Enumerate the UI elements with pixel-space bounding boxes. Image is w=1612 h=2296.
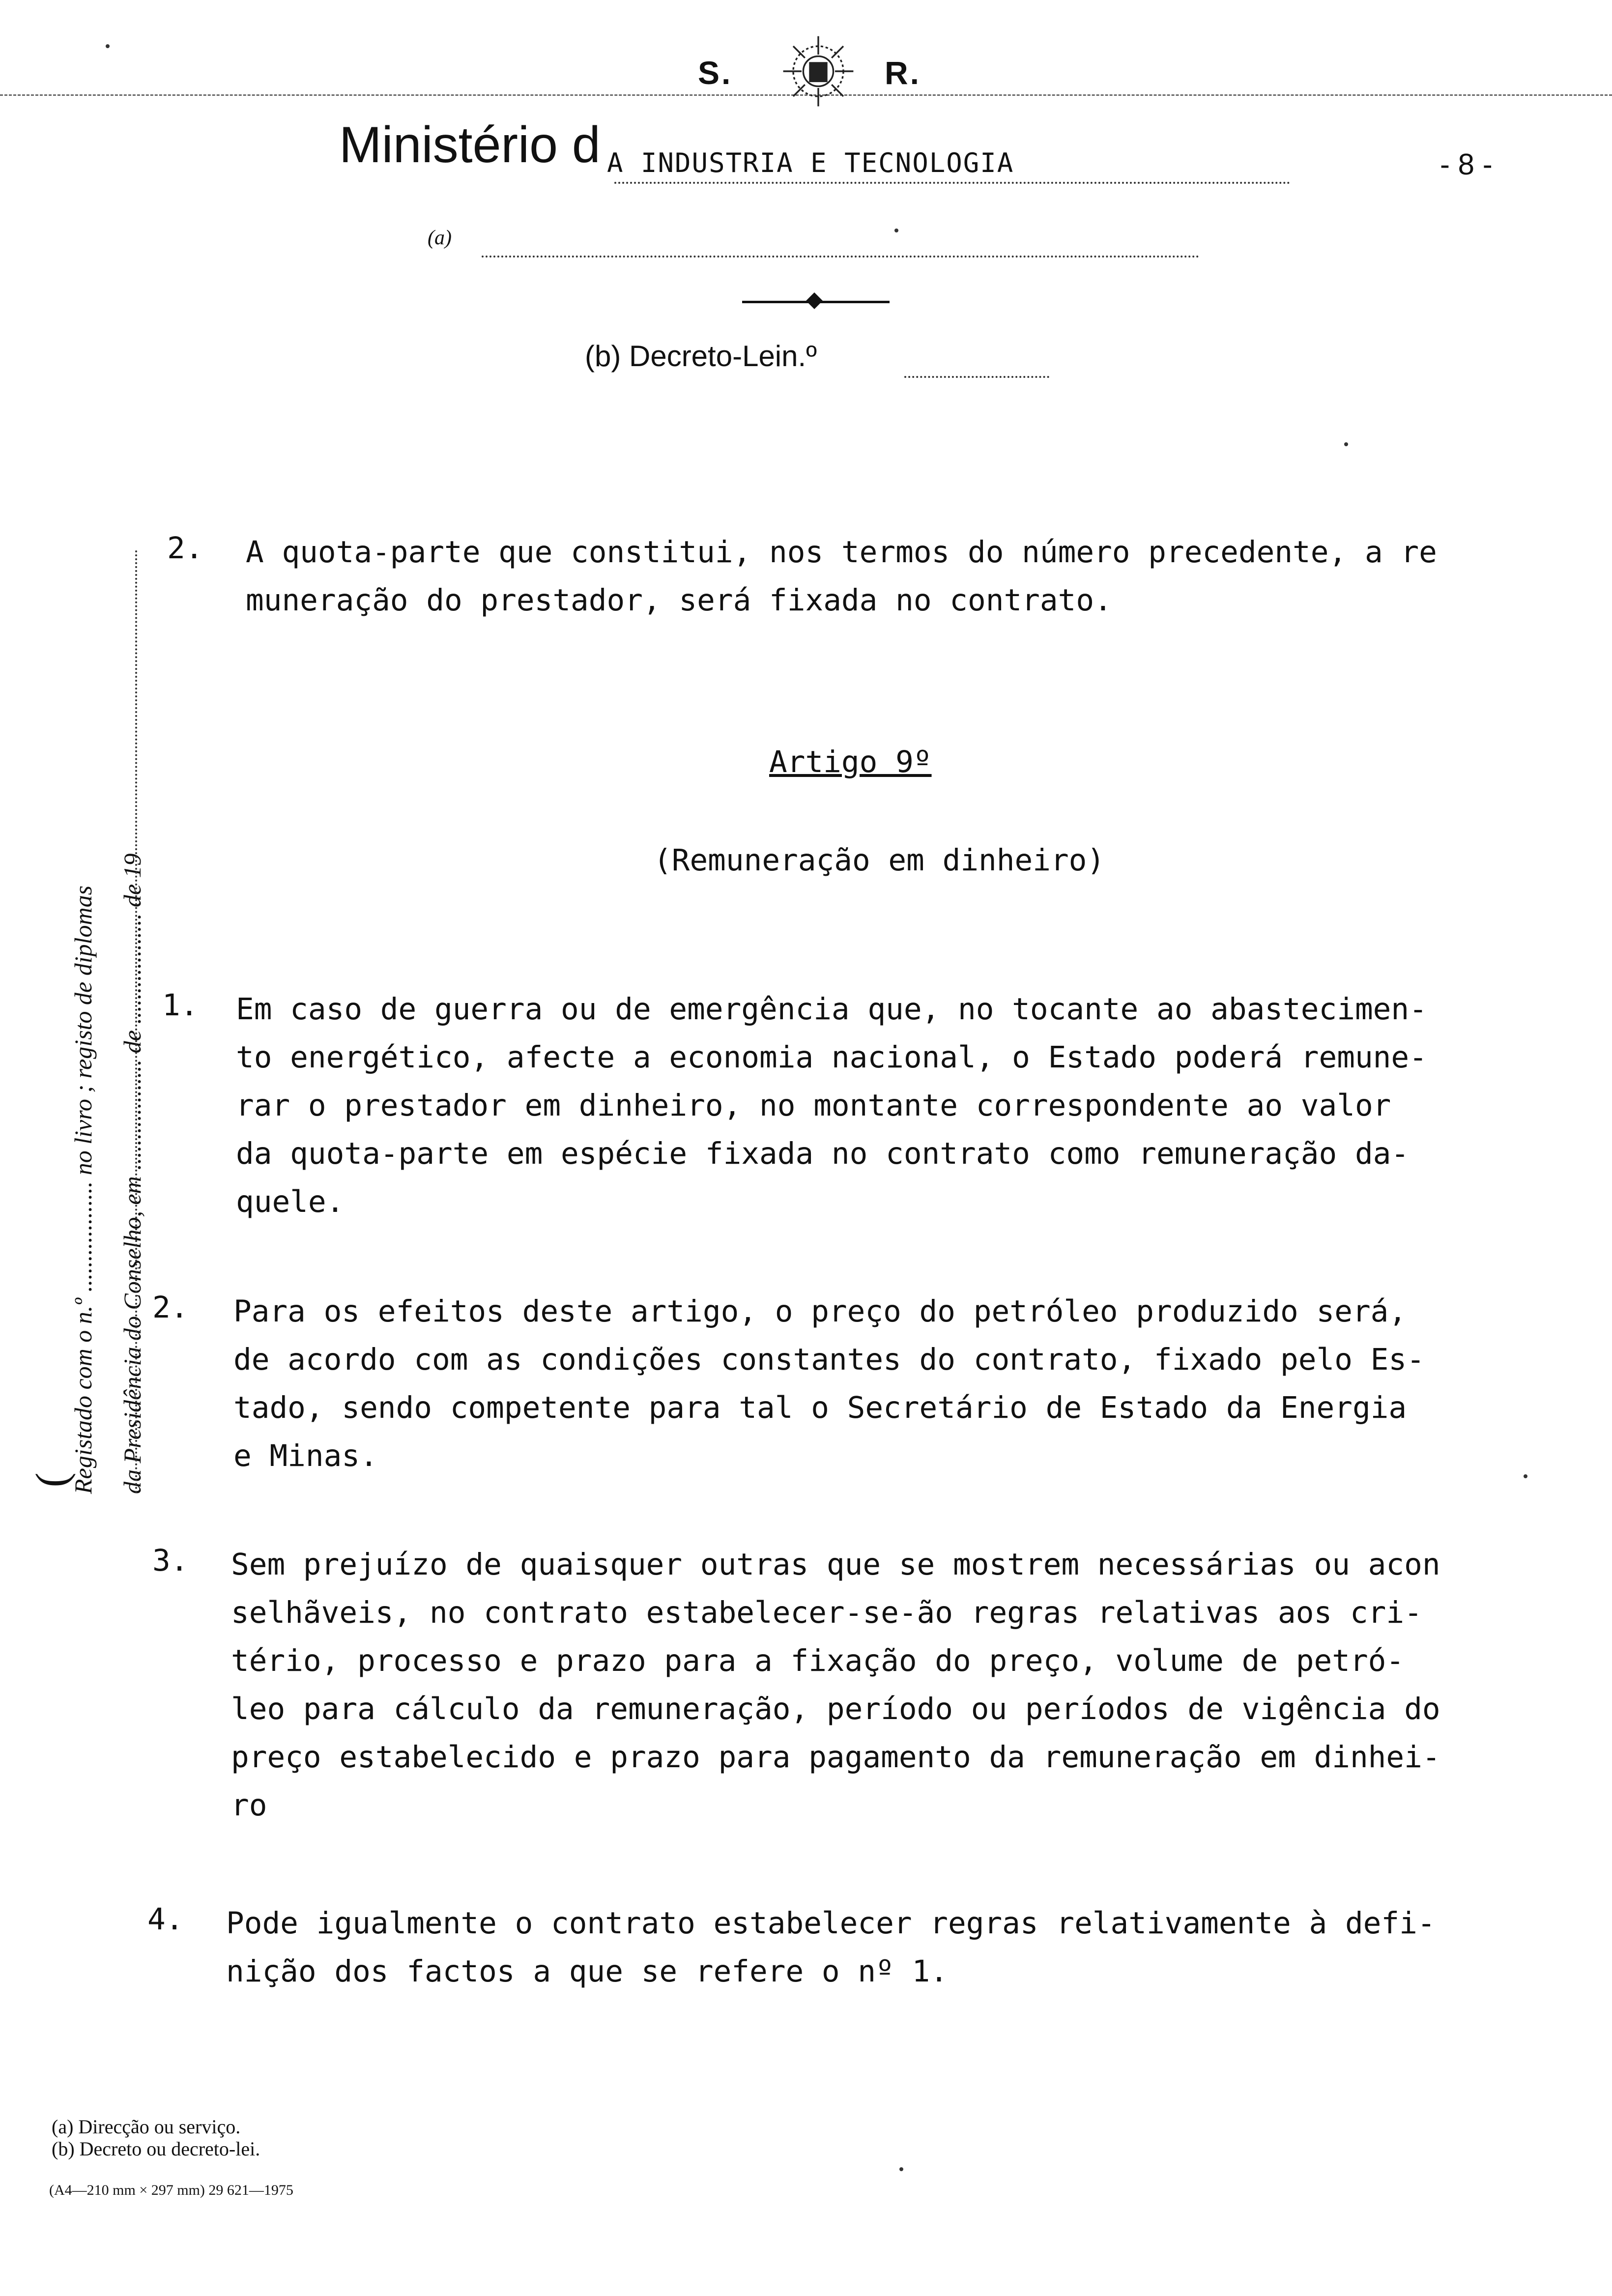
- registration-margin: [29, 531, 172, 1494]
- item-3-line-2: selhãveis, no contrato estabelecer-se-ão regras relativas aos cri-: [231, 1595, 1422, 1630]
- letter-s: S.: [698, 55, 733, 91]
- item-1-line-5: quele.: [236, 1184, 345, 1219]
- item-2-line-1: Para os efeitos deste artigo, o preço do petróleo produzido será,: [233, 1294, 1407, 1329]
- item-3-line-3: tério, processo e prazo para a fixação do preço, volume de petró-: [231, 1643, 1405, 1678]
- field-b-dotted-line: [904, 376, 1049, 378]
- margin-line-1: Registado com o n.º .................. no livro ; registo de diplomas: [69, 885, 97, 1494]
- item-1-line-3: rar o prestador em dinheiro, no montante correspondente ao valor: [236, 1088, 1391, 1123]
- item-3-line-6: ro: [231, 1788, 267, 1823]
- footnote-b: (b) Decreto ou decreto-lei.: [52, 2138, 260, 2160]
- field-b-label: (b) Decreto-Lein.º: [585, 340, 817, 373]
- page-number: - 8 -: [1440, 148, 1493, 181]
- margin-dotted-line: [135, 550, 137, 1494]
- footnote-a: (a) Direcção ou serviço.: [52, 2116, 241, 2138]
- field-a-label: (a): [428, 227, 452, 249]
- item-2-number: 2.: [152, 1290, 189, 1325]
- article-subtitle: (Remuneração em dinheiro): [654, 843, 1105, 878]
- item-3-line-1: Sem prejuízo de quaisquer outras que se mostrem necessárias ou acon: [231, 1547, 1440, 1582]
- speck: [894, 229, 898, 232]
- paragraph-2-line-2: muneração do prestador, será fixada no contrato.: [246, 583, 1112, 618]
- ministry-name: A INDUSTRIA E TECNOLOGIA: [607, 147, 1014, 178]
- item-2-line-4: e Minas.: [233, 1438, 378, 1473]
- item-3-number: 3.: [152, 1543, 189, 1578]
- speck: [106, 44, 110, 48]
- item-4-line-2: nição dos factos a que se refere o nº 1.: [226, 1954, 949, 1989]
- ministry-label: Ministério d: [339, 116, 601, 173]
- letter-r: R.: [885, 55, 921, 91]
- field-a-dotted-line: [482, 256, 1199, 258]
- header-seal-row: [678, 29, 973, 128]
- item-4-line-1: Pode igualmente o contrato estabelecer regras relativamente à defi-: [226, 1906, 1436, 1941]
- item-2-line-2: de acordo com as condições constantes do contrato, fixado pelo Es-: [233, 1342, 1425, 1377]
- item-3-line-5: preço estabelecido e prazo para pagamento da remuneração em dinhei-: [231, 1740, 1440, 1775]
- item-1-line-1: Em caso de guerra ou de emergência que, no tocante ao abastecimen-: [236, 992, 1427, 1027]
- ministry-dotted-line: [614, 182, 1290, 184]
- speck: [899, 2167, 903, 2171]
- brace-icon: (: [27, 1472, 76, 1488]
- item-1-number: 1.: [162, 988, 199, 1023]
- paragraph-2-number: 2.: [167, 531, 203, 566]
- item-2-line-3: tado, sendo competente para tal o Secretário de Estado da Energia: [233, 1390, 1407, 1425]
- margin-line-2: da Presidência do Conselho, em .................. de .................. de 19: [118, 853, 146, 1494]
- speck: [1344, 442, 1348, 446]
- item-1-line-2: to energético, afecte a economia nacional, o Estado poderá remune-: [236, 1040, 1427, 1075]
- printer-code: (A4—210 mm × 297 mm) 29 621—1975: [49, 2182, 293, 2198]
- speck: [1524, 1474, 1527, 1478]
- paragraph-2-line-1: A quota-parte que constitui, nos termos do número precedente, a re: [246, 535, 1437, 570]
- article-title: Artigo 9º: [769, 745, 932, 779]
- item-1-line-4: da quota-parte em espécie fixada no contrato como remuneração da-: [236, 1136, 1410, 1171]
- item-4-number: 4.: [147, 1902, 184, 1937]
- diamond-icon: [806, 292, 823, 309]
- item-3-line-4: leo para cálculo da remuneração, período ou períodos de vigência do: [231, 1692, 1440, 1726]
- coat-of-arms-icon: [777, 29, 860, 113]
